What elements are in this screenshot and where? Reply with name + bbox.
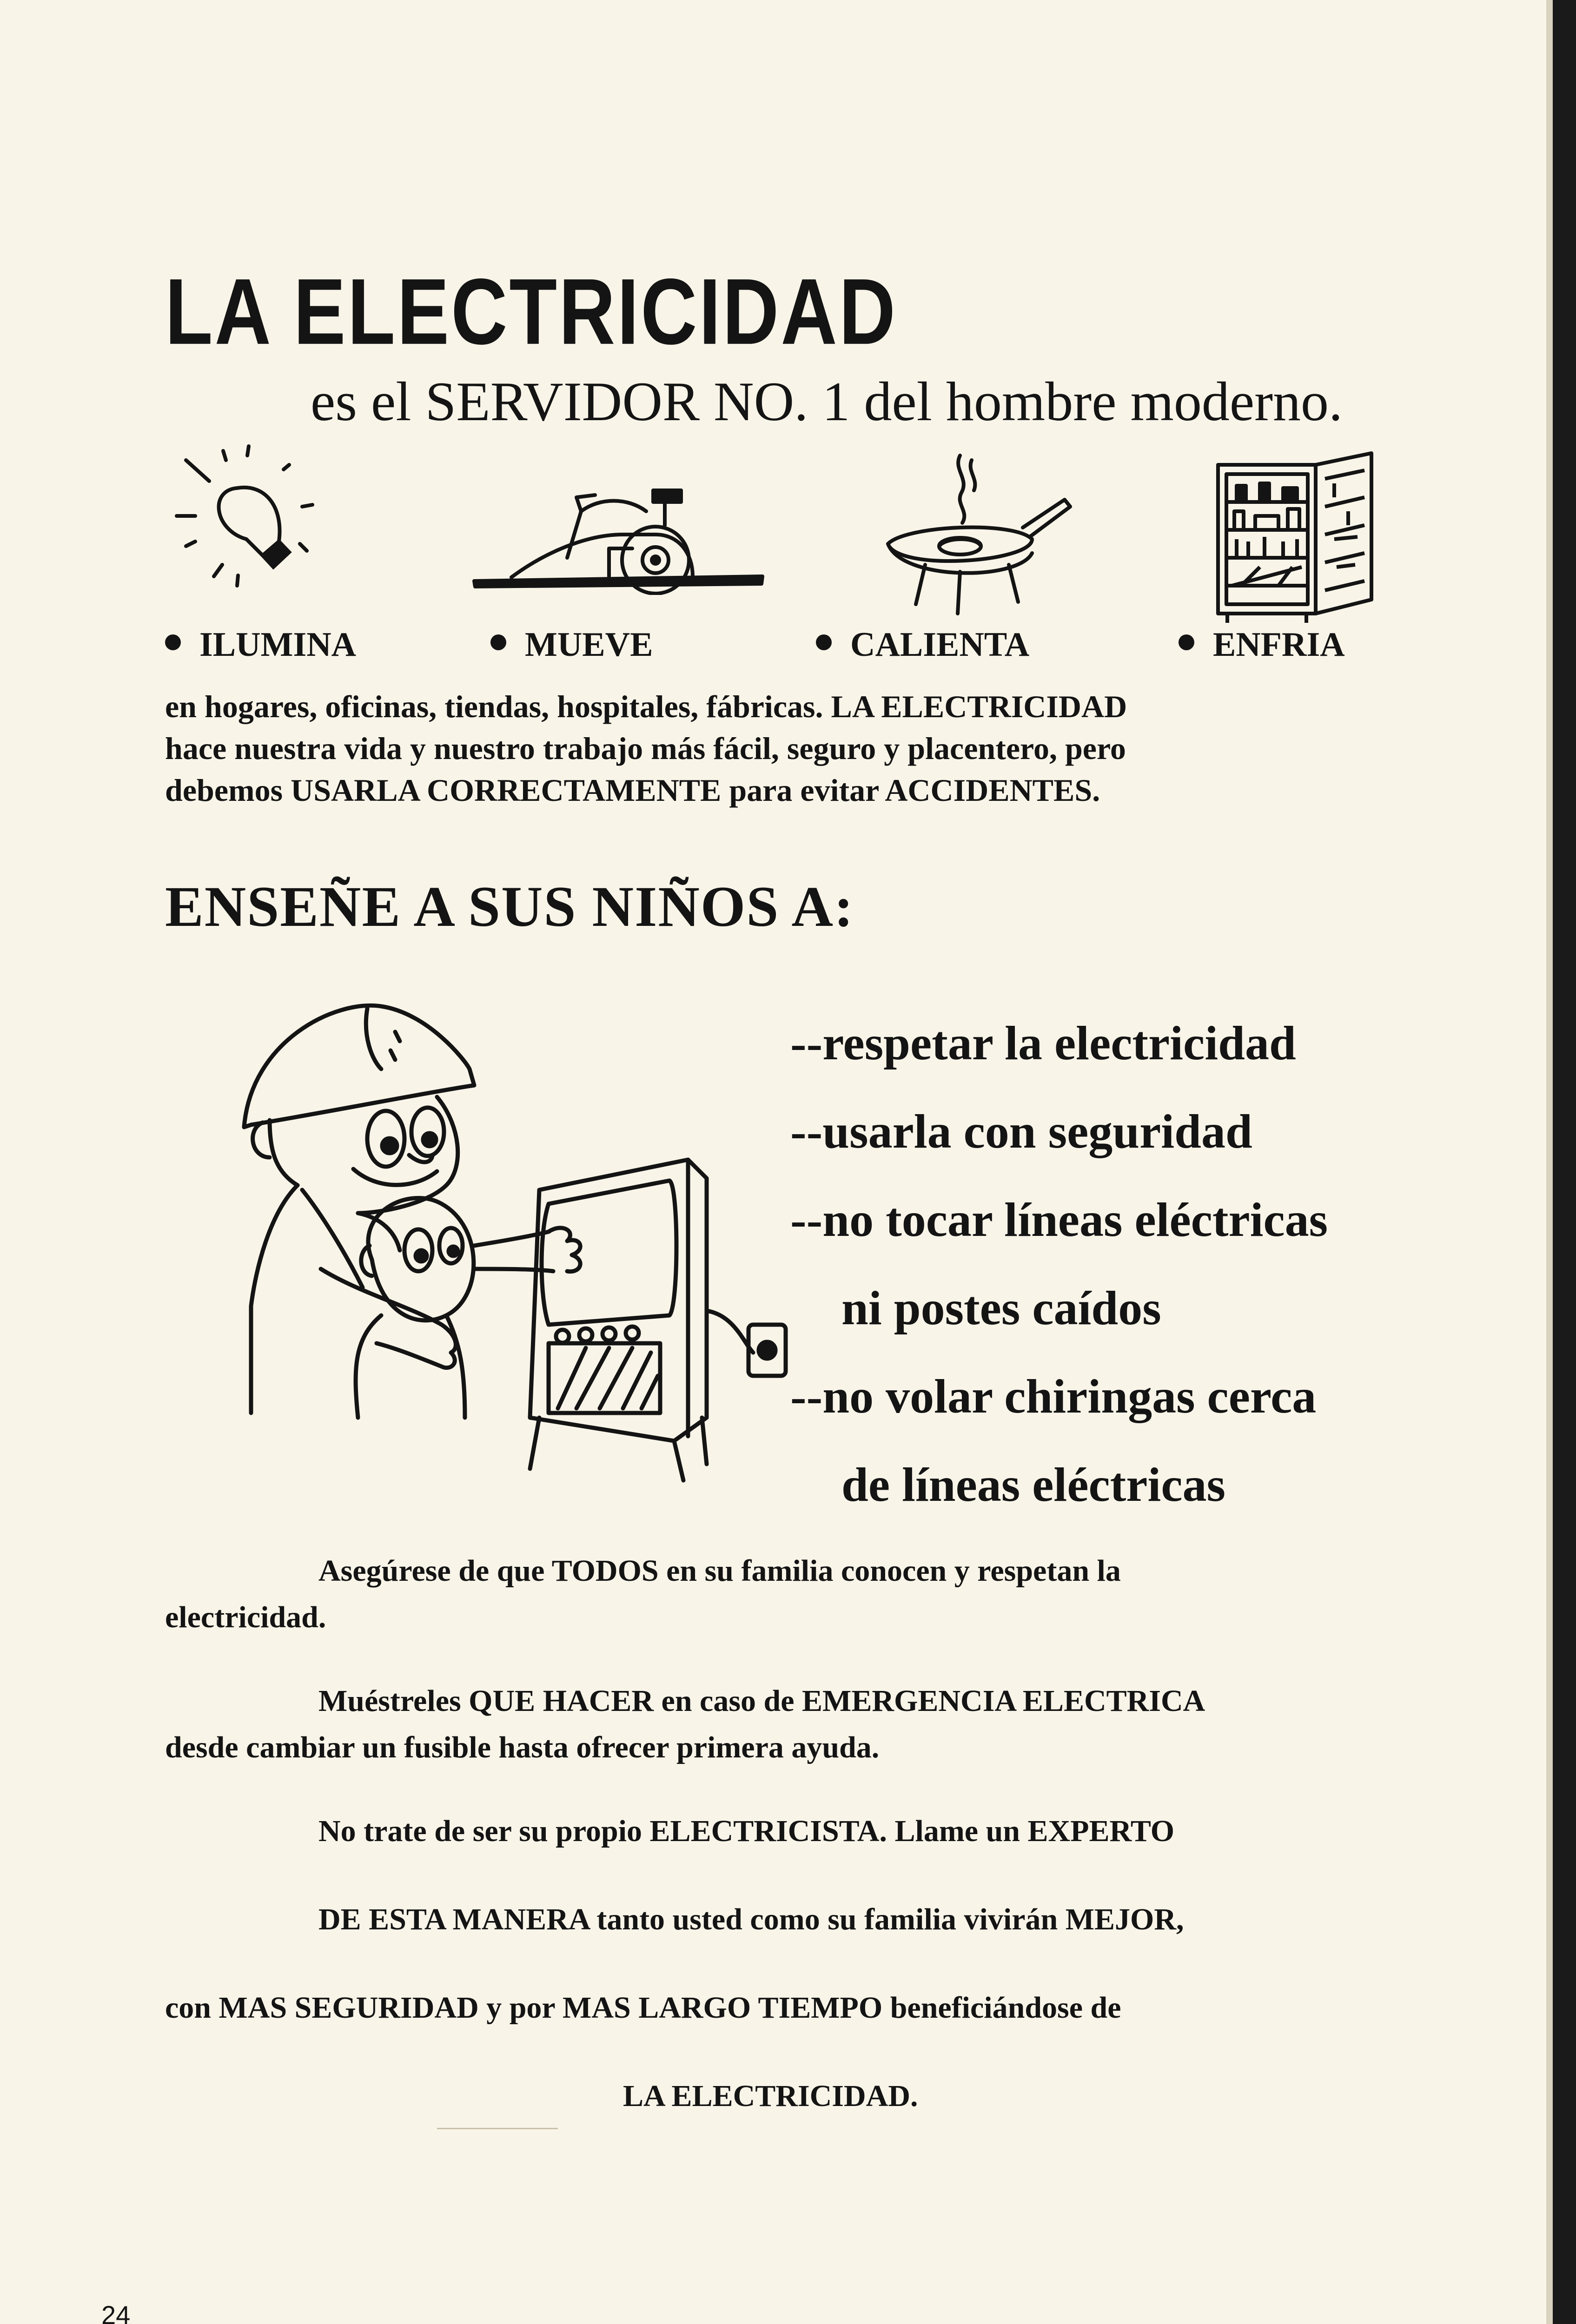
paragraph-emergencia — [165, 1678, 1434, 1771]
bullet-mueve — [490, 625, 653, 665]
teach-item: --usarla con seguridad — [790, 1105, 1252, 1158]
paragraph-seguridad — [165, 1985, 1434, 2031]
bullet-label: MUEVE — [525, 626, 653, 664]
teach-list — [790, 999, 1488, 1529]
paragraph-line: Muéstreles QUE HACER en caso de EMERGENCIA ELECTRICA — [318, 1684, 1205, 1718]
divider — [437, 2128, 558, 2129]
paragraph-line: DE ESTA MANERA tanto usted como su familia vivirán MEJOR, — [318, 1902, 1184, 1936]
intro-line: debemos USARLA CORRECTAMENTE para evitar ACCIDENTES. — [165, 772, 1100, 808]
bullet-label: ILUMINA — [199, 626, 357, 664]
paragraph-line: LA ELECTRICIDAD. — [623, 2079, 918, 2113]
function-bullets — [165, 625, 1392, 681]
paragraph-line: Asegúrese de que TODOS en su familia conocen y respetan la — [318, 1554, 1121, 1588]
teach-item: --no volar chiringas cerca — [790, 1370, 1317, 1423]
paragraph-familia — [165, 1548, 1434, 1641]
light-bulb-icon — [167, 437, 363, 614]
paragraph-line: con MAS SEGURIDAD y por MAS LARGO TIEMPO beneficiándose de — [165, 1991, 1121, 2025]
bullet-dot — [816, 634, 832, 650]
paragraph-manera — [165, 1896, 1434, 1943]
page-title: LA ELECTRICIDAD — [165, 259, 898, 364]
bullet-label: ENFRIA — [1213, 626, 1345, 664]
bullet-ilumina — [165, 625, 356, 665]
paragraph-closing — [623, 2073, 1088, 2119]
bullet-calienta — [816, 625, 1029, 665]
bullet-enfria — [1179, 625, 1345, 665]
family-tv-illustration — [242, 971, 828, 1483]
paragraph-line: No trate de ser su propio ELECTRICISTA. Llame un EXPERTO — [318, 1814, 1175, 1848]
refrigerator-icon — [1209, 451, 1381, 627]
bullet-dot — [1179, 634, 1194, 650]
intro-line: en hogares, oficinas, tiendas, hospitales, fábricas. LA ELECTRICIDAD — [165, 689, 1127, 724]
frying-pan-icon — [879, 446, 1083, 627]
paragraph-electricista — [165, 1808, 1434, 1855]
teach-item: --no tocar líneas eléctricas — [790, 1193, 1328, 1247]
intro-paragraph — [165, 686, 1434, 811]
bullet-dot — [165, 634, 181, 650]
teach-item: --respetar la electricidad — [790, 1017, 1296, 1070]
paragraph-line: electricidad. — [165, 1600, 326, 1634]
bullet-dot — [490, 634, 506, 650]
teach-heading: ENSEÑE A SUS NIÑOS A: — [165, 875, 854, 938]
page-number: 24 — [101, 2300, 131, 2324]
bullet-label: CALIENTA — [850, 626, 1030, 664]
teach-item: de líneas eléctricas — [841, 1458, 1225, 1512]
page-subtitle: es el SERVIDOR NO. 1 del hombre moderno. — [311, 370, 1343, 432]
teach-item: ni postes caídos — [841, 1281, 1161, 1335]
paragraph-line: desde cambiar un fusible hasta ofrecer primera ayuda. — [165, 1730, 880, 1764]
intro-line: hace nuestra vida y nuestro trabajo más fácil, seguro y placentero, pero — [165, 731, 1126, 766]
circular-saw-icon — [470, 479, 767, 595]
book-spine — [1553, 0, 1576, 2324]
page-edge — [1546, 0, 1553, 2324]
